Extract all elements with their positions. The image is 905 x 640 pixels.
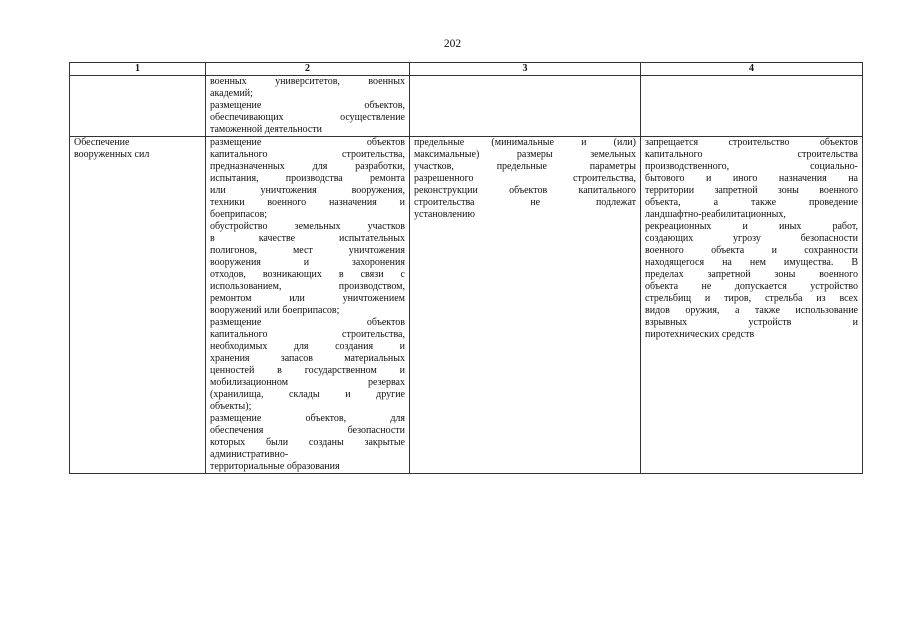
text-line: административно- [210,449,289,460]
text-line: видов оружия, а также использование [645,305,858,316]
text-line: разрешенного строительства, [414,173,636,184]
text-line: ремонтом или уничтожением [210,293,405,304]
text-line: находящегося на нем имущества. В [645,257,858,268]
text-line: стрельбищ и тиров, стрельба из всех [645,293,858,304]
text-line: вооружений или боеприпасов; [210,305,340,316]
text-line: или уничтожения вооружения, [210,185,405,196]
text-line: боеприпасов; [210,209,268,220]
text-line: ландшафтно-реабилитационных, [645,209,786,220]
text-line: максимальные) размеры земельных [414,149,636,160]
column-number-row [70,63,863,76]
text-line: размещение объектов [210,137,405,148]
text-line: использованием, производством, [210,281,405,292]
text-line: установлению [414,209,475,220]
text-line: академий; [210,88,253,99]
column-header-4: 4 [641,63,863,76]
text-line: отходов, возникающих в связи с [210,269,405,280]
land-use-table [69,62,863,474]
text-line: таможенной деятельности [210,124,323,135]
text-line: бытового и иного назначения на [645,173,858,184]
land-use-type-cell [70,76,206,137]
text-line: мобилизационном резервах [210,377,405,388]
text-line: рекреационных и иных работ, [645,221,858,232]
text-line: в качестве испытательных [210,233,405,244]
permitted-use-description-cell [206,76,410,137]
text-line: объекта, а также проведение [645,197,858,208]
text-line: обеспечивающих осуществление [210,112,405,123]
permitted-use-description-cell [206,137,410,474]
text-line: обеспечения безопасности [210,425,405,436]
text-line: капитального строительства [645,149,858,160]
text-line: капитального строительства, [210,149,405,160]
text-line: территориальные образования [210,461,340,472]
text-line: пиротехнических средств [645,329,755,340]
text-line: хранения запасов материальных [210,353,405,364]
text-line: ценностей в государственном и [210,365,405,376]
table-row [70,76,863,137]
text-line: пределах запретной зоны военного [645,269,858,280]
text-line: территории запретной зоны военного [645,185,858,196]
text-line: предельные (минимальные и (или) [414,137,636,148]
text-line: которых были созданы закрытые [210,437,405,448]
text-line: производственного, социально- [645,161,858,172]
text-line: размещение объектов, [210,100,405,111]
text-line: необходимых для создания и [210,341,405,352]
text-line: военных университетов, военных [210,76,405,87]
parameters-cell [410,76,641,137]
text-line: предназначенных для разработки, [210,161,405,172]
land-use-type-cell [70,137,206,474]
text-line: строительства не подлежат [414,197,636,208]
text-line: военного объекта и сохранности [645,245,858,256]
text-line: размещение объектов [210,317,405,328]
text-line: обустройство земельных участков [210,221,405,232]
text-line: запрещается строительство объектов [645,137,858,148]
text-line: объекты); [210,401,252,412]
text-line: вооруженных сил [74,149,150,160]
text-line: испытания, производства ремонта [210,173,405,184]
column-header-3: 3 [410,63,641,76]
text-line: взрывных устройств и [645,317,858,328]
text-line: Обеспечение [74,137,130,148]
text-line: (хранилища, склады и другие [210,389,405,400]
text-line: размещение объектов, для [210,413,405,424]
page-number: 202 [443,38,462,50]
text-line: вооружения и захоронения [210,257,405,268]
text-line: капитального строительства, [210,329,405,340]
restrictions-cell [641,137,863,474]
text-line: объекта не допускается устройство [645,281,858,292]
text-line: полигонов, мест уничтожения [210,245,405,256]
text-line: участков, предельные параметры [414,161,636,172]
text-line: техники военного назначения и [210,197,405,208]
text-line: создающих угрозу безопасности [645,233,858,244]
column-header-1: 1 [70,63,206,76]
restrictions-cell [641,76,863,137]
text-line: реконструкции объектов капитального [414,185,636,196]
table-row [70,137,863,474]
parameters-cell [410,137,641,474]
column-header-2: 2 [206,63,410,76]
